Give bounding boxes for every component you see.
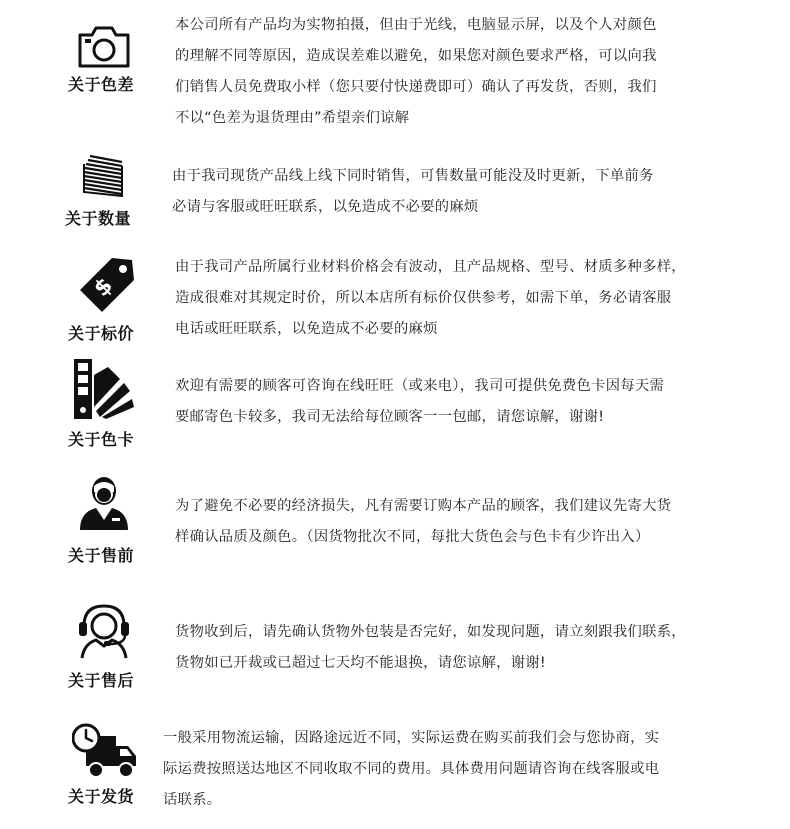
section-label: 关于标价 [68, 324, 135, 343]
section-label: 关于数量 [65, 209, 132, 228]
headset-support-icon [74, 600, 134, 660]
section-text: 一般采用物流运输，因路途远近不同，实际运费在购买前我们会与您协商，实 际运费按照送达地区不同收取不同的费用。具体费用问题请咨询在线客服或电 话联系。 [163, 730, 660, 808]
section-label: 关于发货 [68, 787, 135, 806]
section-text: 由于我司现货产品线上线下同时销售，可售数量可能没及时更新，下单前务 必请与客服或旺旺联系，以免造成不必要的麻烦 [172, 168, 654, 215]
paper-stack-icon [80, 152, 126, 198]
delivery-truck-icon [72, 722, 140, 780]
section-text: 由于我司产品所属行业材料价格会有波动，且产品规格、型号、材质多种多样， 造成很难对其规定时价，所以本店所有标价仅供参考，如需下单，务必请客服 电话或旺旺联系，以免造成不必要的麻烦 [175, 259, 686, 337]
section-text: 货物收到后，请先确认货物外包装是否完好，如发现问题，请立刻跟我们联系， 货物如已开裁或已超过七天均不能退换，请您谅解，谢谢! [175, 624, 686, 671]
section-text: 欢迎有需要的顾客可咨询在线旺旺（或来电），我司可提供免费色卡因每天需 要邮寄色卡较多，我司无法给每位顾客一一包邮，请您谅解，谢谢! [175, 378, 665, 425]
camera-icon [77, 26, 131, 68]
section-text: 本公司所有产品均为实物拍摄，但由于光线，电脑显示屏，以及个人对颜色 的理解不同等原因，造成误差难以避免，如果您对颜色要求严格，可以向我 们销售人员免费取小样（您只要付快递费即可）确认了再发货，否则，我们 不以“色差为退货理由”希望亲们谅解 [175, 17, 657, 126]
salesperson-icon [78, 474, 130, 532]
section-label: 关于售前 [68, 546, 135, 565]
svg-text:$: $ [89, 273, 118, 302]
section-label: 关于色差 [68, 75, 135, 94]
price-tag-icon [76, 256, 136, 316]
section-label: 关于色卡 [68, 430, 135, 449]
section-text: 为了避免不必要的经济损失，凡有需要订购本产品的顾客，我们建议先寄大货 样确认品质及颜色。（因货物批次不同，每批大货色会与色卡有少许出入） [175, 498, 672, 545]
color-swatch-icon [72, 355, 136, 421]
section-label: 关于售后 [68, 671, 135, 690]
